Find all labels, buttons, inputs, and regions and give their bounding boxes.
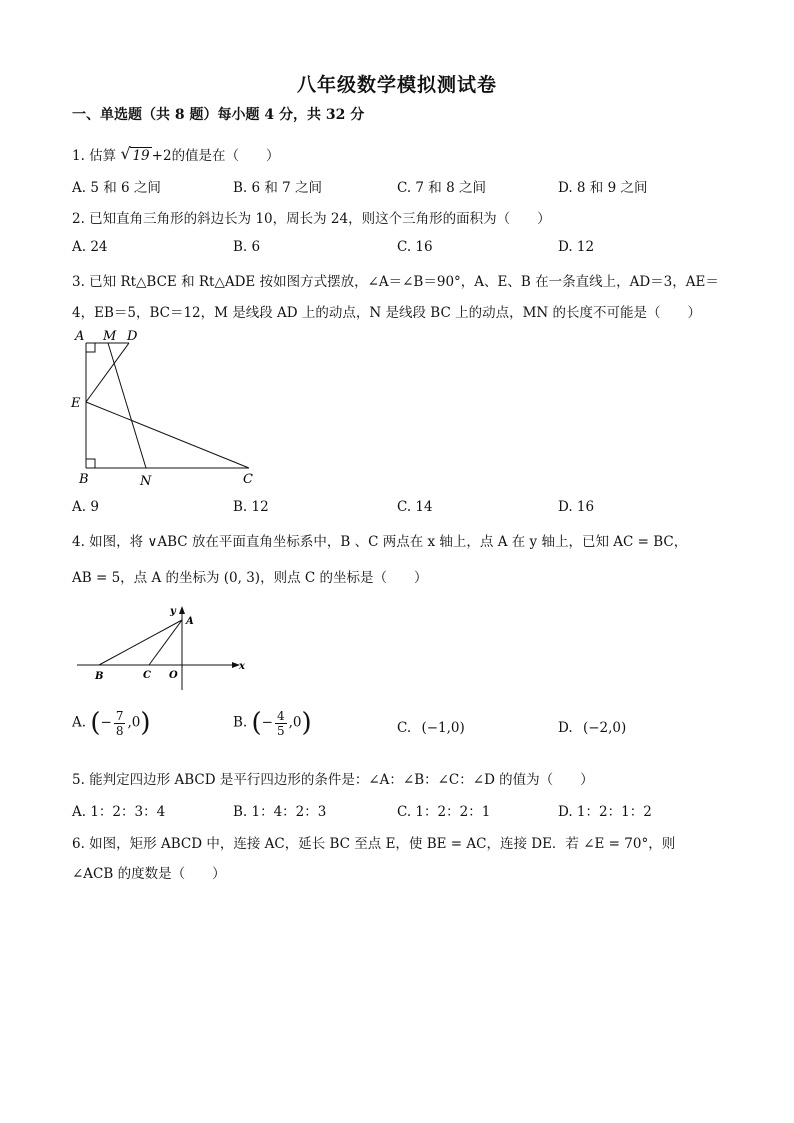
- label-c: C: [243, 472, 253, 487]
- q4-a-num: 7: [115, 708, 124, 723]
- label-b: B: [79, 472, 89, 487]
- q1-option-c[interactable]: C. 7 和 8 之间: [397, 180, 486, 196]
- page-title: 八年级数学模拟测试卷: [296, 74, 497, 96]
- label-b: B: [95, 671, 104, 682]
- q5-option-c[interactable]: C. 1：2：2：1: [397, 804, 491, 820]
- q4-option-c[interactable]: [397, 720, 465, 736]
- q2-option-c[interactable]: C. 16: [397, 239, 433, 255]
- question-3-line1: 3. 已知 Rt△BCE 和 Rt△ADE 按如图方式摆放，∠A＝∠B＝90°，A、E、B 在一条直线上，AD＝3，AE＝: [72, 274, 719, 290]
- right-angle-a: [86, 343, 95, 352]
- q5-option-b[interactable]: B. 1：4：2：3: [233, 804, 327, 820]
- q4-a-den: 8: [115, 723, 124, 738]
- q4-option-a[interactable]: A. (− $\frac{7}{8}$ ,0): [72, 708, 151, 738]
- q4-b-den: 5: [276, 723, 285, 738]
- sqrt-expression: √ 19: [120, 144, 150, 164]
- q4-b-rest: ,0: [288, 714, 302, 731]
- q1-radicand: 19: [132, 148, 150, 164]
- label-n: N: [140, 474, 152, 489]
- q4-a-rest: ,0: [127, 714, 141, 731]
- segment-ab: [99, 620, 182, 665]
- q1-option-b[interactable]: B. 6 和 7 之间: [233, 180, 323, 196]
- q1-option-d[interactable]: D. 8 和 9 之间: [558, 180, 648, 196]
- right-angle-b: [86, 459, 95, 468]
- q5-option-d[interactable]: D. 1：2：1：2: [558, 804, 652, 820]
- question-6-line1: 6. 如图，矩形 ABCD 中，连接 AC，延长 BC 至点 E，使 BE = AC，连接 DE．若 ∠E = 70°，则: [72, 836, 676, 852]
- question-3-line2: 4，EB＝5，BC＝12，M 是线段 AD 上的动点，N 是线段 BC 上的动点，MN 的长度不可能是（ ）: [72, 305, 702, 321]
- q1-prefix: 1. 估算: [72, 148, 117, 164]
- question-6-line2: ∠ACB 的度数是（ ）: [72, 866, 226, 882]
- q3-option-d[interactable]: D. 16: [558, 499, 595, 515]
- question-2: 2. 已知直角三角形的斜边长为 10，周长为 24，则这个三角形的面积为（ ）: [72, 211, 551, 227]
- q3-figure: [68, 326, 268, 491]
- q4-option-b[interactable]: B. (− $\frac{4}{5}$ ,0): [233, 708, 312, 738]
- segment-ac: [149, 620, 182, 665]
- q5-option-a[interactable]: A. 1：2：3：4: [72, 804, 166, 820]
- q3-option-c[interactable]: C. 14: [397, 499, 433, 515]
- q4-option-d[interactable]: [558, 720, 626, 736]
- y-axis-arrow: [179, 606, 185, 614]
- q2-option-a[interactable]: A. 24: [72, 239, 108, 255]
- fraction: [275, 709, 287, 738]
- label-m: M: [103, 329, 117, 344]
- question-5: 5. 能判定四边形 ABCD 是平行四边形的条件是：∠A：∠B：∠C：∠D 的值为（ ）: [72, 772, 594, 788]
- q4-c-letter: C.: [397, 720, 412, 736]
- segment-mn: [108, 343, 146, 468]
- label-a: A: [75, 329, 85, 344]
- q1-plus: +2: [151, 148, 172, 164]
- q4-a-sign: −: [100, 714, 112, 731]
- label-y: y: [170, 606, 176, 617]
- segment-ec: [86, 402, 249, 468]
- q3-option-b[interactable]: B. 12: [233, 499, 269, 515]
- q4-b-sign: −: [261, 714, 273, 731]
- label-o: O: [169, 670, 178, 681]
- q4-c-value: (−1,0): [421, 720, 465, 736]
- question-4-line1: 4. 如图，将 ∨ABC 放在平面直角坐标系中，B 、C 两点在 x 轴上，点 A 在 y 轴上，已知 AC = BC，: [72, 534, 688, 550]
- q4-b-num: 4: [276, 708, 285, 723]
- q1-option-a[interactable]: A. 5 和 6 之间: [72, 180, 161, 196]
- label-x: x: [239, 661, 245, 672]
- q4-b-letter: B.: [233, 714, 248, 731]
- question-1: [72, 144, 280, 164]
- q1-suffix: 的值是在（ ）: [171, 148, 280, 164]
- q4-d-letter: D.: [558, 720, 573, 736]
- question-4-line2: AB = 5，点 A 的坐标为 (0, 3)，则点 C 的坐标是（ ）: [72, 570, 428, 586]
- q4-figure: [74, 600, 254, 690]
- label-d: D: [127, 329, 138, 344]
- q2-option-b[interactable]: B. 6: [233, 239, 261, 255]
- q4-a-letter: A.: [72, 714, 87, 731]
- label-c: C: [143, 670, 151, 681]
- q4-d-value: (−2,0): [582, 720, 627, 736]
- label-e: E: [71, 396, 81, 411]
- label-a: A: [186, 616, 194, 627]
- section-heading: 一、单选题（共 8 题）每小题 4 分，共 32 分: [72, 107, 365, 123]
- fraction: [114, 709, 126, 738]
- q3-option-a[interactable]: A. 9: [72, 499, 99, 515]
- q2-option-d[interactable]: D. 12: [558, 239, 595, 255]
